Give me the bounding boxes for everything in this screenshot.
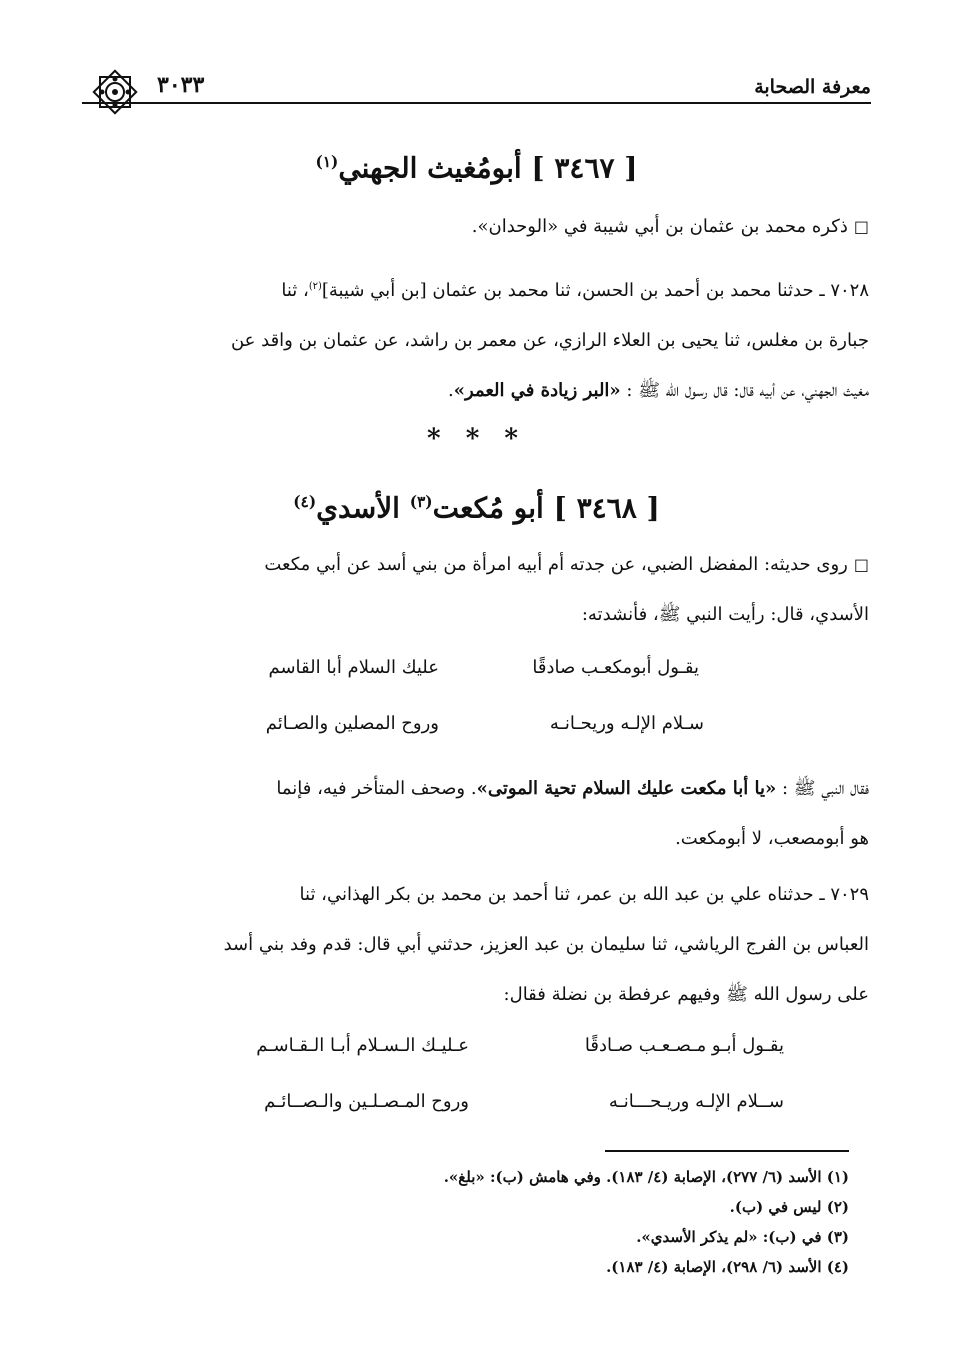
hadith-text: ٧٠٢٨ ـ حدثنا محمد بن أحمد بن الحسن، ثنا محمد بن عثمان [بن أبي شيبة] bbox=[321, 280, 869, 301]
footnotes bbox=[90, 1162, 849, 1282]
entry-title-3467 bbox=[90, 142, 863, 188]
verse-first-hemistich: يقـول أبومكعـب صادقًا bbox=[532, 657, 699, 678]
verse-second-hemistich: عـليـك الـسـلام أبـا الـقـاسـم bbox=[256, 1035, 469, 1056]
header-rule bbox=[82, 102, 871, 104]
entry-title-text: [ ٣٤٦٨ ] أبو مُكعت bbox=[432, 491, 660, 525]
intro-line: الأسدي، قال: رأيت النبي ﷺ، فأنشدته: bbox=[581, 604, 869, 625]
footnote: (٣) في (ب): «لم يذكر الأسدي». bbox=[636, 1228, 849, 1246]
hadith-text: ، ثنا bbox=[281, 280, 309, 301]
hadith-line: العباس بن الفرج الرياشي، ثنا سليمان بن عبد العزيز، حدثني أبي قال: قدم وفد بني أسد bbox=[223, 934, 869, 955]
verse-second-hemistich: وروح المصلين والصـائم bbox=[265, 713, 439, 734]
verse-second-hemistich: عليك السلام أبا القاسم bbox=[268, 657, 439, 678]
verse-line-3 bbox=[84, 1026, 869, 1066]
hadith-line: ٧٠٢٩ ـ حدثناه علي بن عبد الله بن عمر، ثنا أحمد بن محمد بن بكر الهذاني، ثنا bbox=[299, 884, 869, 905]
hadith-text: مغيث الجهني، عن أبيه قال: قال رسول الله ﷺ : bbox=[620, 380, 869, 401]
footnote-rule bbox=[605, 1150, 849, 1152]
intro-text: ذكره محمد بن عثمان بن أبي شيبة في «الوحدان». bbox=[471, 216, 848, 237]
comment-line bbox=[84, 764, 869, 814]
section-separator: * * * bbox=[427, 424, 526, 454]
hadith-quote: «البر زيادة في العمر» bbox=[453, 380, 621, 401]
intro-text: روى حديثه: المفضل الضبي، عن جدته أم أبيه امرأة من بني أسد عن أبي مكعت bbox=[264, 554, 848, 575]
running-head bbox=[82, 70, 871, 104]
footnote-ref: (١) bbox=[315, 153, 339, 171]
entry-title-3468 bbox=[90, 482, 863, 528]
page-number: ٣٠٣٣ bbox=[157, 72, 205, 98]
footnote-ref: (٤) bbox=[293, 493, 317, 511]
verse-line-2 bbox=[84, 704, 869, 744]
square-bullet-icon: □ bbox=[853, 555, 869, 574]
hadith-text: . bbox=[448, 380, 454, 401]
hadith-line bbox=[84, 262, 869, 316]
hadith-line bbox=[84, 366, 869, 416]
hadith-7029 bbox=[84, 870, 869, 1020]
octagonal-star-ornament-icon bbox=[90, 67, 140, 117]
hadith-7028 bbox=[84, 262, 869, 416]
footnote: (٤) الأسد (٦/ ٢٩٨)، الإصابة (٤/ ١٨٣). bbox=[606, 1258, 849, 1276]
comment-line: هو أبومصعب، لا أبومكعت. bbox=[675, 828, 869, 849]
comment-text: فقال النبي ﷺ : bbox=[776, 778, 869, 799]
verse-first-hemistich: يقـول أبـو مـصـعـب صـادقًا bbox=[584, 1035, 784, 1056]
verse-first-hemistich: سـلام الإلـه وريحـانـه bbox=[549, 713, 704, 734]
verse-line-4 bbox=[84, 1082, 869, 1122]
entry-title-text: [ ٣٤٦٧ ] أبومُغيث الجهني bbox=[338, 151, 638, 185]
square-bullet-icon: □ bbox=[853, 217, 869, 236]
footnote-ref: (٣) bbox=[409, 493, 433, 511]
footnote-ref: (٢) bbox=[308, 281, 322, 292]
verse-first-hemistich: ســلام الإلـه وريـحـــانـه bbox=[608, 1091, 784, 1112]
verse-second-hemistich: وروح المـصـلـين والـصــائـم bbox=[264, 1091, 469, 1112]
comment-3468 bbox=[84, 764, 869, 864]
intro-line bbox=[84, 540, 869, 590]
entry-intro-3467 bbox=[84, 202, 869, 252]
hadith-line: على رسول الله ﷺ وفيهم عرفطة بن نضلة فقال: bbox=[503, 984, 869, 1005]
entry-title-text: الأسدي bbox=[316, 491, 410, 525]
comment-text: . وصحف المتأخر فيه، فإنما bbox=[276, 778, 477, 799]
footnote: (٢) ليس في (ب). bbox=[729, 1198, 849, 1216]
hadith-line: جبارة بن مغلس، ثنا يحيى بن العلاء الرازي، عن معمر بن راشد، عن عثمان بن واقد عن bbox=[230, 330, 869, 351]
verse-line-1 bbox=[84, 648, 869, 688]
hadith-quote: «يا أبا مكعت عليك السلام تحية الموتى» bbox=[476, 778, 777, 799]
entry-intro-3468 bbox=[84, 540, 869, 640]
footnote: (١) الأسد (٦/ ٢٧٧)، الإصابة (٤/ ١٨٣). وفي هامش (ب): «بلغ». bbox=[443, 1168, 849, 1186]
book-title: معرفة الصحابة bbox=[754, 76, 871, 98]
